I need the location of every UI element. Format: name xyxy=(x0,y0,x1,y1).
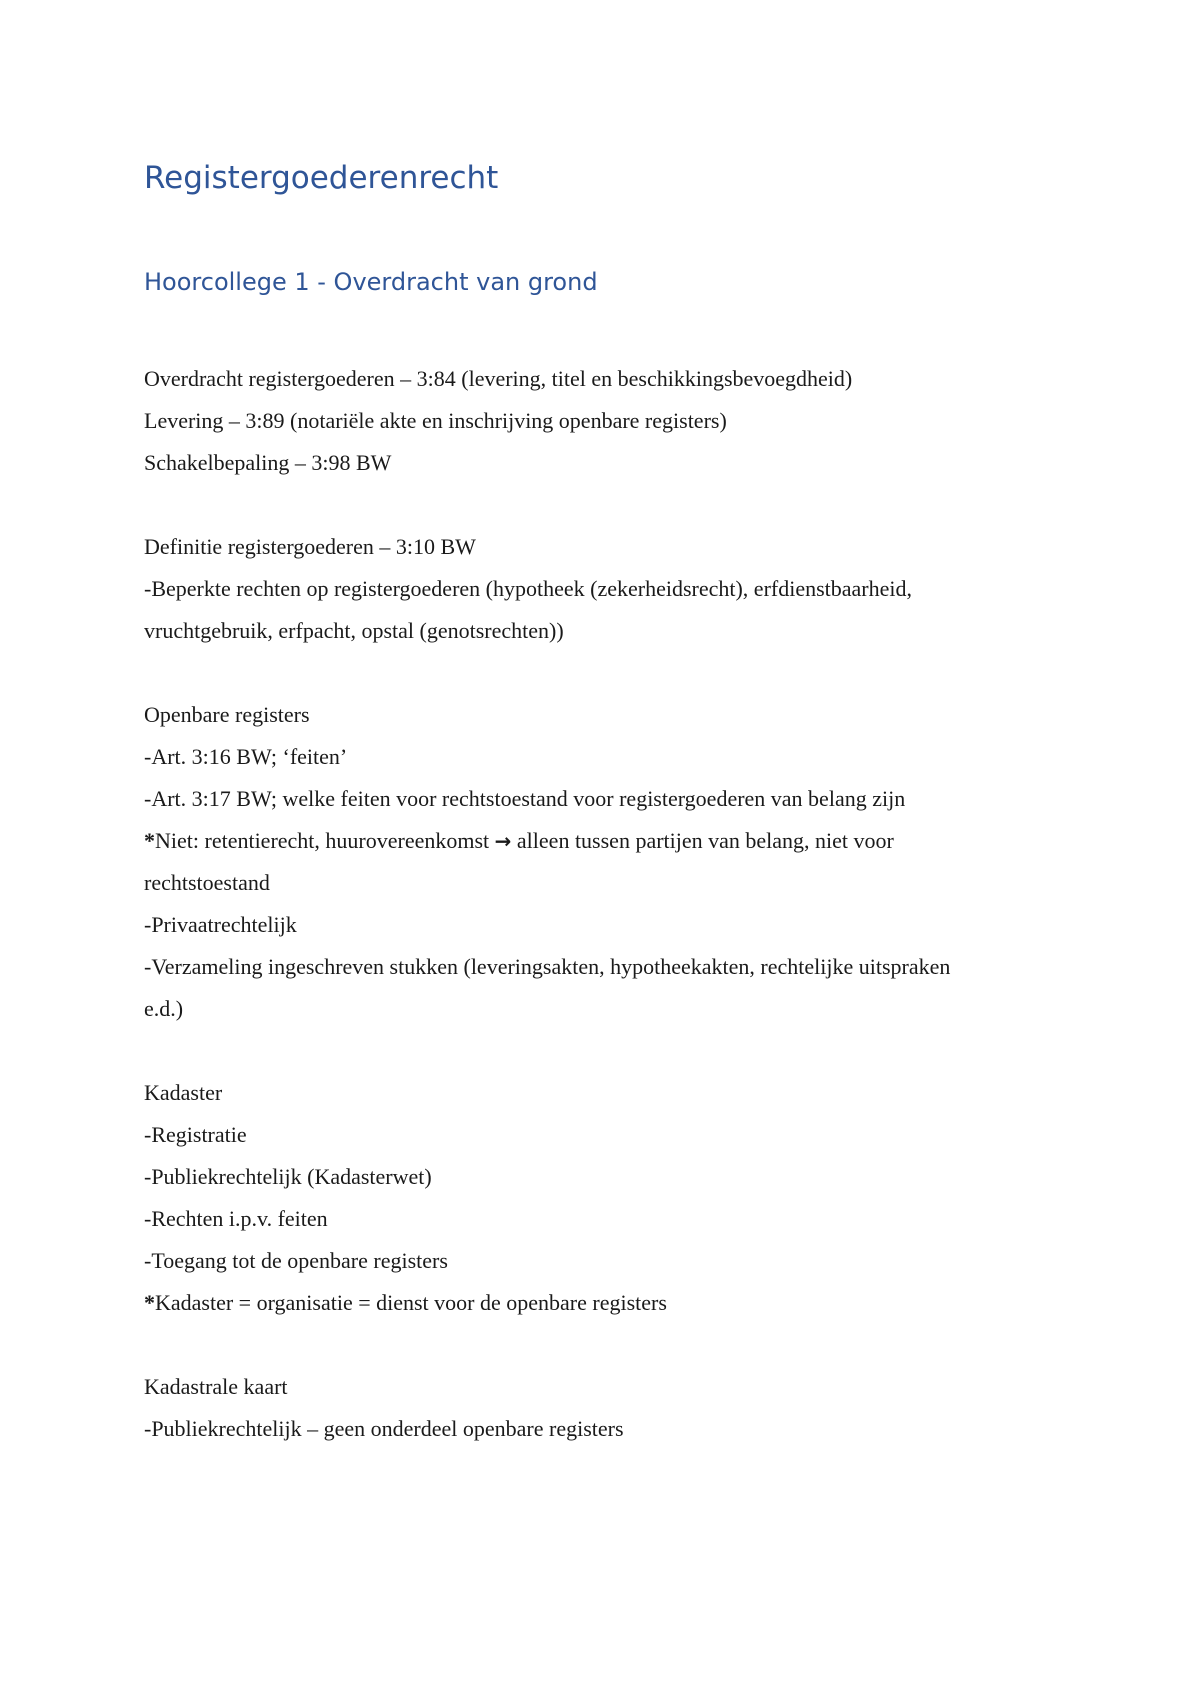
document-body xyxy=(144,358,1044,1450)
text-line xyxy=(144,1282,1044,1324)
lecture-heading: Hoorcollege 1 - Overdracht van grond xyxy=(144,268,598,296)
text-line xyxy=(144,820,1044,862)
arrow-right-icon: → xyxy=(494,829,512,853)
text-line: e.d.) xyxy=(144,996,184,1021)
text-line: Levering – 3:89 (notariële akte en inschrijving openbare registers) xyxy=(144,408,727,433)
asterisk-marker: * xyxy=(144,1290,155,1315)
text-line: -Publiekrechtelijk (Kadasterwet) xyxy=(144,1164,432,1189)
section-heading: Kadastrale kaart xyxy=(144,1374,288,1399)
text-line: -Art. 3:17 BW; welke feiten voor rechtstoestand voor registergoederen van belang zijn xyxy=(144,786,906,811)
paragraph-spacer xyxy=(144,1324,1044,1366)
text-fragment: alleen tussen partijen van belang, niet voor xyxy=(511,828,894,853)
text-line: -Publiekrechtelijk – geen onderdeel openbare registers xyxy=(144,1416,624,1441)
text-fragment: Niet: retentierecht, huurovereenkomst xyxy=(155,828,495,853)
text-line: Definitie registergoederen – 3:10 BW xyxy=(144,534,476,559)
asterisk-marker: * xyxy=(144,828,155,853)
paragraph-spacer xyxy=(144,1030,1044,1072)
text-line: -Privaatrechtelijk xyxy=(144,912,297,937)
paragraph-spacer xyxy=(144,652,1044,694)
text-line: -Verzameling ingeschreven stukken (leveringsakten, hypotheekakten, rechtelijke uitspraken xyxy=(144,954,951,979)
document-title: Registergoederenrecht xyxy=(144,160,499,196)
text-line: rechtstoestand xyxy=(144,870,270,895)
text-line: Schakelbepaling – 3:98 BW xyxy=(144,450,392,475)
text-line: Overdracht registergoederen – 3:84 (levering, titel en beschikkingsbevoegdheid) xyxy=(144,366,853,391)
text-line: -Toegang tot de openbare registers xyxy=(144,1248,448,1273)
paragraph-spacer xyxy=(144,484,1044,526)
text-fragment: Kadaster = organisatie = dienst voor de openbare registers xyxy=(155,1290,667,1315)
text-line: -Beperkte rechten op registergoederen (hypotheek (zekerheidsrecht), erfdienstbaarheid, xyxy=(144,576,913,601)
text-line: vruchtgebruik, erfpacht, opstal (genotsrechten)) xyxy=(144,618,564,643)
text-line: -Rechten i.p.v. feiten xyxy=(144,1206,328,1231)
section-heading: Openbare registers xyxy=(144,702,310,727)
text-line: -Art. 3:16 BW; ‘feiten’ xyxy=(144,744,348,769)
section-heading: Kadaster xyxy=(144,1080,223,1105)
text-line: -Registratie xyxy=(144,1122,247,1147)
